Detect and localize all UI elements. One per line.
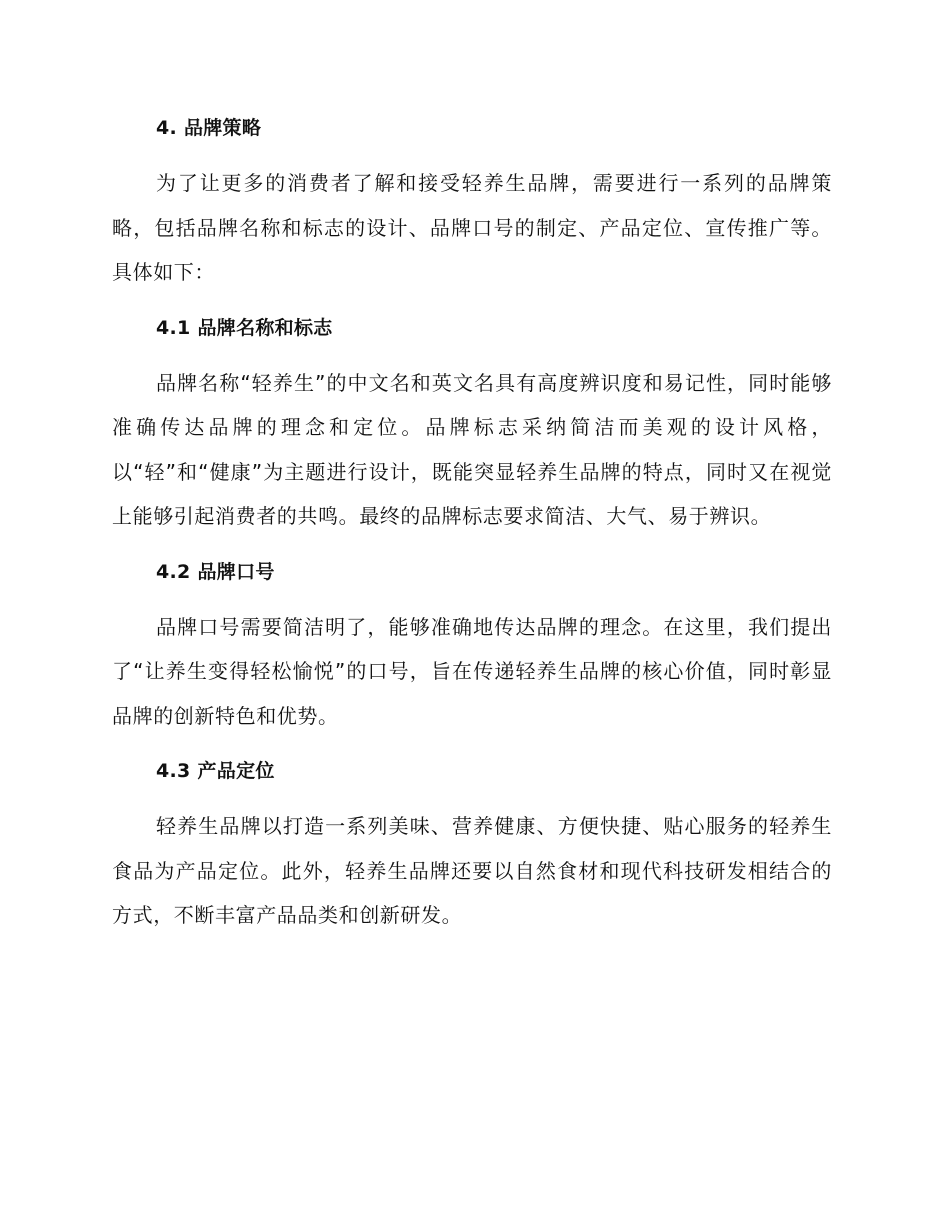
- section-heading-brand-slogan: 4.2 品牌口号: [156, 560, 275, 583]
- section-paragraph-product-positioning: 轻养生品牌以打造一系列美味、营养健康、方便快捷、贴心服务的轻养生食品为产品定位。此外，轻养生品牌还要以自然食材和现代科技研发相结合的方式，不断丰富产品品类和创新研发。: [112, 814, 832, 927]
- section-paragraph-brand-slogan: 品牌口号需要简洁明了，能够准确地传达品牌的理念。在这里，我们提出了“让养生变得轻松愉悦”的口号，旨在传递轻养生品牌的核心价值，同时彰显品牌的创新特色和优势。: [112, 614, 832, 728]
- section-heading-brand-name-and-logo: 4.1 品牌名称和标志: [156, 316, 333, 339]
- section-paragraph-brand-strategy: 为了让更多的消费者了解和接受轻养生品牌，需要进行一系列的品牌策略，包括品牌名称和标志的设计、品牌口号的制定、产品定位、宣传推广等。具体如下：: [112, 171, 832, 284]
- section-heading-product-positioning: 4.3 产品定位: [156, 760, 275, 782]
- section-paragraph-brand-name-and-logo: 品牌名称“轻养生”的中文名和英文名具有高度辨识度和易记性，同时能够准确传达品牌的理念和定位。品牌标志采纳简洁而美观的设计风格，以“轻”和“健康”为主题进行设计，既能突显轻养生品牌的特点，同时又在视觉上能够引起消费者的共鸣。最终的品牌标志要求简洁、大气、易于辨识。: [112, 370, 832, 528]
- document-body: [112, 110, 832, 938]
- section-heading-brand-strategy: 4. 品牌策略: [156, 117, 262, 139]
